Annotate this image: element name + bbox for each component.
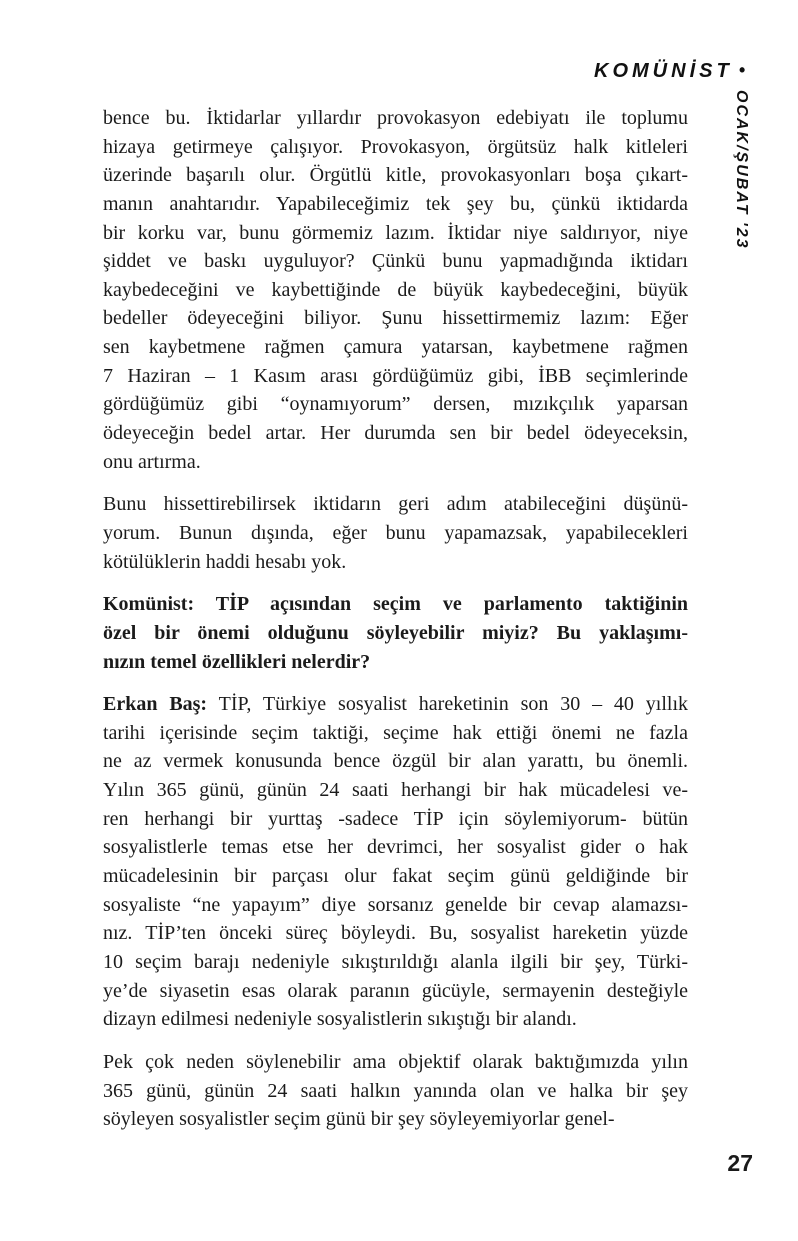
text-line: özel bir önemi olduğunu söyleyebilir miyiz? Bu yaklaşımı- [103, 621, 688, 644]
text-line: Komünist: TİP açısından seçim ve parlamento taktiğinin [103, 593, 688, 616]
bullet-icon: • [738, 60, 745, 80]
body-paragraph [103, 690, 688, 1034]
text-line: Bunu hissettirebilirsek iktidarın geri adım atabileceğini düşünü- [103, 493, 688, 516]
text-line: bedeller ödeyeceğini biliyor. Şunu hissettirmemiz lazım: Eğer [103, 307, 688, 330]
text-line: gördüğümüz gibi “oynamıyorum” dersen, mızıkçılık yaparsan [103, 393, 688, 416]
text-line: ye’de siyasetin esas olarak paranın gücüyle, sermayenin desteğiyle [103, 979, 688, 1002]
question-paragraph [103, 590, 688, 676]
text-line: tarihi içerisinde seçim taktiği, seçime hak ettiği önemi ne fazla [103, 721, 688, 744]
text-line: Yılın 365 günü, günün 24 saati herhangi bir hak mücadelesi ve- [103, 779, 688, 802]
text-line: Pek çok neden söylenebilir ama objektif olarak baktığımızda yılın [103, 1050, 688, 1073]
text-line: nız. TİP’ten önceki süreç böyleydi. Bu, sosyalist hareketin yüzde [103, 922, 688, 945]
body-paragraph [103, 490, 688, 576]
text-line: dizayn edilmesi nedeniyle sosyalistlerin sıkıştığı bir alandı. [103, 1008, 577, 1031]
magazine-title [594, 60, 745, 83]
body-paragraph [103, 104, 688, 476]
magazine-title-text: KOMÜNİST [594, 60, 733, 82]
text-line: üzerinde başarılı olur. Örgütlü kitle, provokasyonları boşa çıkart- [103, 164, 688, 187]
body-paragraph [103, 1048, 688, 1134]
text-line: ne az vermek konusunda bence özgül bir alan yarattı, bu önemli. [103, 750, 688, 773]
text-line: Erkan Baş: TİP, Türkiye sosyalist hareketinin son 30 – 40 yıllık [103, 693, 688, 716]
text-line: hizaya getirmeye çalışıyor. Provokasyon, örgütsüz halk kitleleri [103, 135, 688, 158]
text-line: 10 seçim barajı nedeniyle sıkıştırıldığı alanla ilgili bir şey, Türki- [103, 950, 688, 973]
text-line: 365 günü, günün 24 saati halkın yanında olan ve halka bir şey [103, 1079, 688, 1102]
text-line: bence bu. İktidarlar yıllardır provokasyon edebiyatı ile toplumu [103, 107, 688, 129]
text-line: yorum. Bunun dışında, eğer bunu yapamazsak, yapabilecekleri [103, 521, 688, 544]
text-line: kötülüklerin haddi hesabı yok. [103, 550, 347, 573]
text-line: sosyaliste “ne yapayım” diye sorsanız genelde bir cevap alamazsı- [103, 893, 688, 916]
text-line: bir korku var, bunu görmemiz lazım. İktidar niye saldırıyor, niye [103, 221, 688, 244]
text-line: ödeyeceğin bedel artar. Her durumda sen bir bedel ödeyeceksin, [103, 422, 688, 445]
text-line: şiddet ve baskı uyguluyor? Çünkü bunu yapmadığında iktidarı [103, 250, 688, 273]
text-line: sen kaybetmene rağmen çamura yatarsan, kaybetmene rağmen [103, 336, 688, 359]
text-line: ren herhangi bir yurttaş -sadece TİP için söylemiyorum- bütün [103, 807, 688, 830]
text-line: kaybedeceğini ve kaybettiğinde de büyük kaybedeceğini, büyük [103, 278, 688, 301]
text-line: 7 Haziran – 1 Kasım arası gördüğümüz gibi, İBB seçimlerinde [103, 364, 688, 387]
text-line: nızın temel özellikleri nelerdir? [103, 650, 371, 673]
page-number: 27 [727, 1150, 753, 1176]
article-body [103, 104, 688, 1148]
text-line: sosyalistlerle temas etse her devrimci, her sosyalist gider o hak [103, 836, 688, 859]
text-line: manın anahtarıdır. Yapabileceğimiz tek şey bu, çünkü iktidarda [103, 192, 688, 215]
text-line: mücadelesinin bir parçası olur fakat seçim günü geldiğinde bir [103, 865, 688, 888]
text-line: onu artırma. [103, 450, 201, 473]
issue-date-vertical: OCAK/ŞUBAT '23 [733, 90, 750, 250]
text-line: söyleyen sosyalistler seçim günü bir şey söyleyemiyorlar genel- [103, 1108, 615, 1131]
speaker-name: Erkan Baş: [103, 693, 208, 716]
